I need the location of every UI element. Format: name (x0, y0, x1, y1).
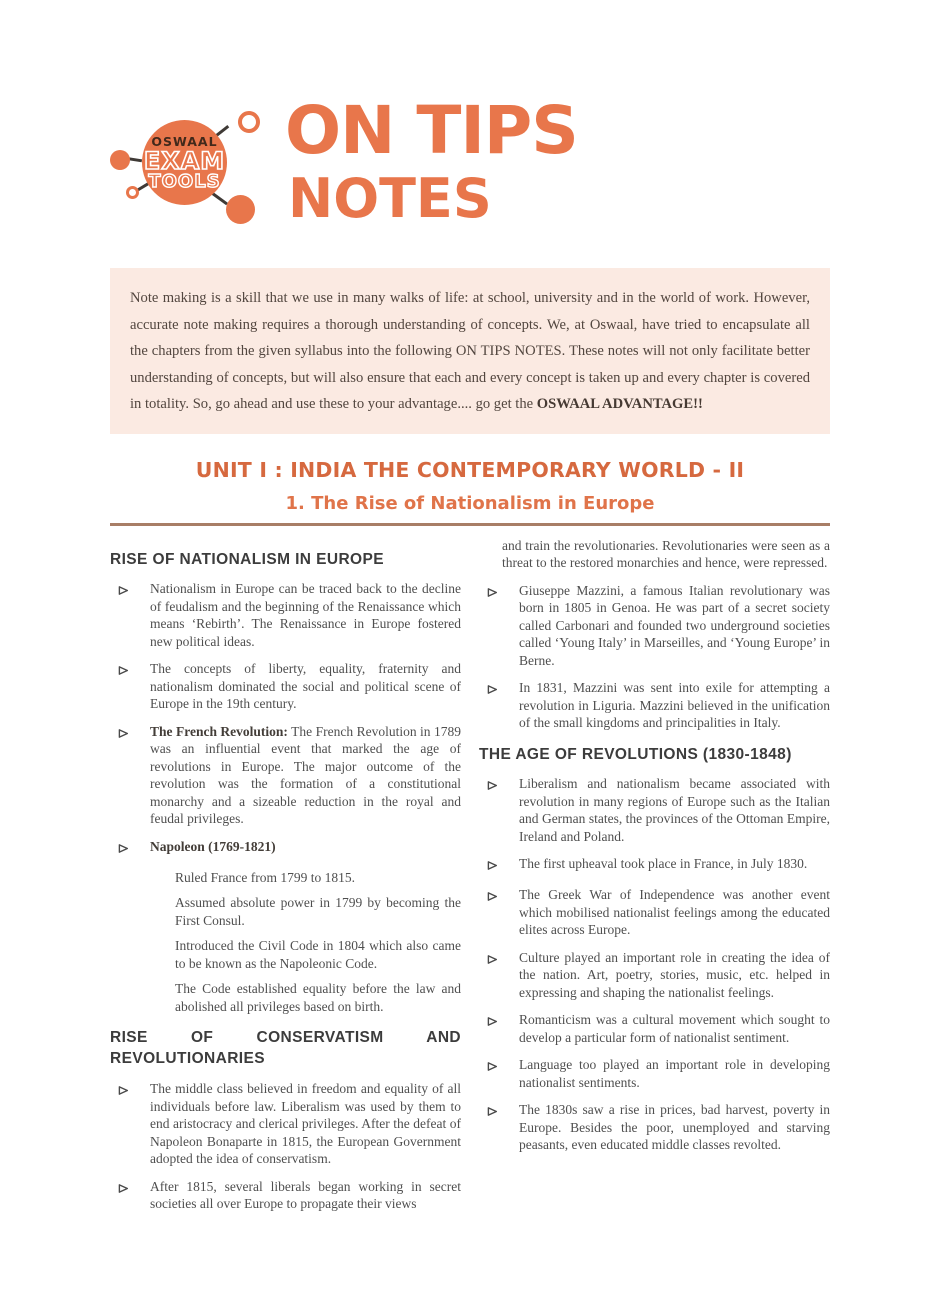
dot-bullet-marker (156, 894, 175, 929)
bullet-text (150, 838, 461, 859)
arrow-bullet-marker (118, 580, 150, 650)
section-heading: RISE OF NATIONALISM IN EUROPE (110, 550, 384, 568)
logo-ring-node-icon (238, 111, 260, 133)
bullet-bold-lead: The French Revolution: (150, 723, 288, 739)
bullet-bold-lead: Napoleon (1769-1821) (150, 838, 276, 854)
chapter-title: 1. The Rise of Nationalism in Europe (285, 492, 655, 514)
arrow-bullet-marker (487, 1101, 519, 1154)
sub-bullet-text: The Code established equality before the law and abolished all privileges based on birth. (175, 981, 461, 1014)
dot-bullet-marker (156, 980, 175, 1015)
arrow-bullet-marker (487, 775, 519, 845)
arrow-bullet-marker (118, 660, 150, 713)
title-on-tips: ON TIPS (285, 92, 578, 169)
brand-header (110, 92, 830, 248)
logo-text-exam: EXAM (143, 146, 226, 175)
bullet-text: Giuseppe Mazzini, a famous Italian revolutionary was born in 1805 in Genoa. He was part of a secret society called Carbonari and founded two underground societies called ‘Young Italy’ in Marseilles, and ‘Young Europe’ in Berne. (519, 582, 830, 668)
arrow-bullet-icon (487, 1106, 498, 1117)
logo-dot-node-icon (226, 195, 255, 224)
bullet-item (110, 723, 461, 828)
intro-paragraph (130, 285, 810, 418)
sub-bullet-text: Assumed absolute power in 1799 by becoming the First Consul. (175, 895, 461, 928)
sub-bullet-text: Ruled France from 1799 to 1815. (175, 869, 355, 885)
logo-text-tools: TOOLS (148, 170, 221, 192)
sub-bullet-item (110, 894, 461, 929)
arrow-bullet-marker (118, 723, 150, 828)
arrow-bullet-marker (487, 1011, 519, 1046)
bullet-text: Romanticism was a cultural movement which sought to develop a particular form of nationalist sentiment. (519, 1012, 830, 1045)
intro-highlight: OSWAAL ADVANTAGE!! (536, 396, 703, 412)
arrow-bullet-icon (487, 684, 498, 695)
intro-text: Note making is a skill that we use in many walks of life: at school, university and in the world of work. However, accurate note making requires a thorough understanding of concepts. We, at Oswaal, have tried to encapsulate all the chapters from the given syllabus into the following ON TIPS NOTES. These notes will not only facilitate better understanding of concepts, but will also ensure that each and every concept is taken up and every chapter is covered in totality. So, go ahead and use these to your advantage.... go get the (130, 290, 810, 412)
bullet-item (110, 660, 461, 713)
section-heading: THE AGE OF REVOLUTIONS (1830-1848) (479, 745, 792, 763)
arrow-bullet-marker (487, 855, 519, 876)
arrow-bullet-icon (487, 587, 498, 598)
sub-bullet-item (110, 937, 461, 972)
bullet-text: The Greek War of Independence was another event which mobilised nationalist feelings among the educated elites across Europe. (519, 887, 830, 938)
sub-bullet-item (110, 980, 461, 1015)
bullet-item (479, 775, 830, 845)
arrow-bullet-marker (487, 949, 519, 1002)
bullet-item (479, 582, 830, 670)
continuation-paragraph: and train the revolutionaries. Revolutionaries were seen as a threat to the restored monarchies and hence, were repressed. (502, 537, 830, 570)
arrow-bullet-icon (118, 665, 129, 676)
notes-page (0, 92, 940, 1223)
arrow-bullet-marker (487, 679, 519, 732)
dot-bullet-marker (156, 937, 175, 972)
bullet-item (479, 679, 830, 732)
intro-box (110, 268, 830, 434)
arrow-bullet-icon (118, 1085, 129, 1096)
bullet-item (479, 949, 830, 1002)
bullet-text: The first upheaval took place in France, in July 1830. (519, 856, 808, 872)
logo-small-ring-node-icon (126, 186, 139, 199)
arrow-bullet-marker (118, 1178, 150, 1213)
bullet-item (110, 580, 461, 650)
arrow-bullet-icon (487, 1016, 498, 1027)
bullet-item (479, 1101, 830, 1154)
arrow-bullet-marker (487, 886, 519, 939)
bullet-text: Language too played an important role in developing nationalist sentiments. (519, 1057, 830, 1090)
dot-bullet-marker (156, 869, 175, 887)
arrow-bullet-icon (487, 860, 498, 871)
bullet-text: Nationalism in Europe can be traced back to the decline of feudalism and the beginning of the Renaissance which means ‘Rebirth’. The Renaissance in Europe fostered new political ideas. (150, 581, 461, 649)
bullet-text: The middle class believed in freedom and equality of all individuals before law. Liberalism was used by them to end aristocracy and clerical privileges. After the defeat of Napoleon Bonaparte in 1815, the European Government adopted the idea of conservatism. (150, 1081, 461, 1167)
logo-text-oswaal: OSWAAL (151, 133, 218, 149)
arrow-bullet-icon (118, 843, 129, 854)
logo-dot-node-icon (110, 150, 130, 170)
brand-title (285, 92, 578, 230)
arrow-bullet-icon (487, 891, 498, 902)
bullet-item (110, 838, 461, 859)
logo-connector-line (211, 192, 228, 205)
bullet-text: The French Revolution: The French Revolution in 1789 was an influential event that marked the age of revolutions in Europe. The major outcome of the revolution was the formation of a constitutional monarchy and a sizeable reduction in the royal and feudal privileges. (150, 723, 462, 827)
bullet-item (110, 1080, 461, 1168)
bullet-text: The 1830s saw a rise in prices, bad harvest, poverty in Europe. Besides the poor, unemployed and starving peasants, even educated middle classes revolted. (519, 1102, 830, 1153)
arrow-bullet-icon (118, 585, 129, 596)
arrow-bullet-icon (118, 728, 129, 739)
bullet-text: In 1831, Mazzini was sent into exile for attempting a revolution in Liguria. Mazzini believed in the unification of the small kingdoms and principalities in Italy. (519, 680, 830, 730)
bullet-item (479, 886, 830, 939)
arrow-bullet-marker (118, 1080, 150, 1168)
bullet-item (110, 1178, 461, 1213)
oswaal-exam-tools-logo (112, 98, 277, 248)
arrow-bullet-icon (487, 780, 498, 791)
sub-bullet-text: Introduced the Civil Code in 1804 which also came to be known as the Napoleonic Code. (175, 938, 461, 971)
arrow-bullet-icon (118, 1183, 129, 1194)
arrow-bullet-marker (118, 838, 150, 859)
arrow-bullet-icon (487, 954, 498, 965)
arrow-bullet-marker (487, 1056, 519, 1091)
bullet-text: Culture played an important role in creating the idea of the nation. Art, poetry, stories, music, etc. helped in expressing and shaping the nationalist feelings. (519, 949, 830, 1000)
right-column (479, 537, 830, 1223)
title-notes: NOTES (288, 167, 492, 230)
section-heading: RISE OF CONSERVATISM AND REVOLUTIONARIES (110, 1029, 461, 1068)
logo-main-circle (142, 120, 227, 205)
sub-bullet-item (110, 869, 461, 887)
title-divider (110, 523, 830, 526)
bullet-item (479, 1011, 830, 1046)
unit-title: UNIT I : INDIA THE CONTEMPORARY WORLD - II (195, 457, 745, 482)
arrow-bullet-icon (487, 1061, 498, 1072)
bullet-text: After 1815, several liberals began working in secret societies all over Europe to propagate their views (150, 1178, 461, 1212)
bullet-text: The concepts of liberty, equality, fraternity and nationalism dominated the social and political scene of Europe in the 19th century. (150, 661, 461, 712)
bullet-text: Liberalism and nationalism became associated with revolution in many regions of Europe such as the Italian and German states, the provinces of the Ottoman Empire, Ireland and Poland. (519, 776, 830, 844)
content-columns (110, 537, 830, 1223)
arrow-bullet-marker (487, 582, 519, 670)
bullet-item (479, 1056, 830, 1091)
left-column (110, 537, 461, 1223)
bullet-item (479, 855, 830, 876)
